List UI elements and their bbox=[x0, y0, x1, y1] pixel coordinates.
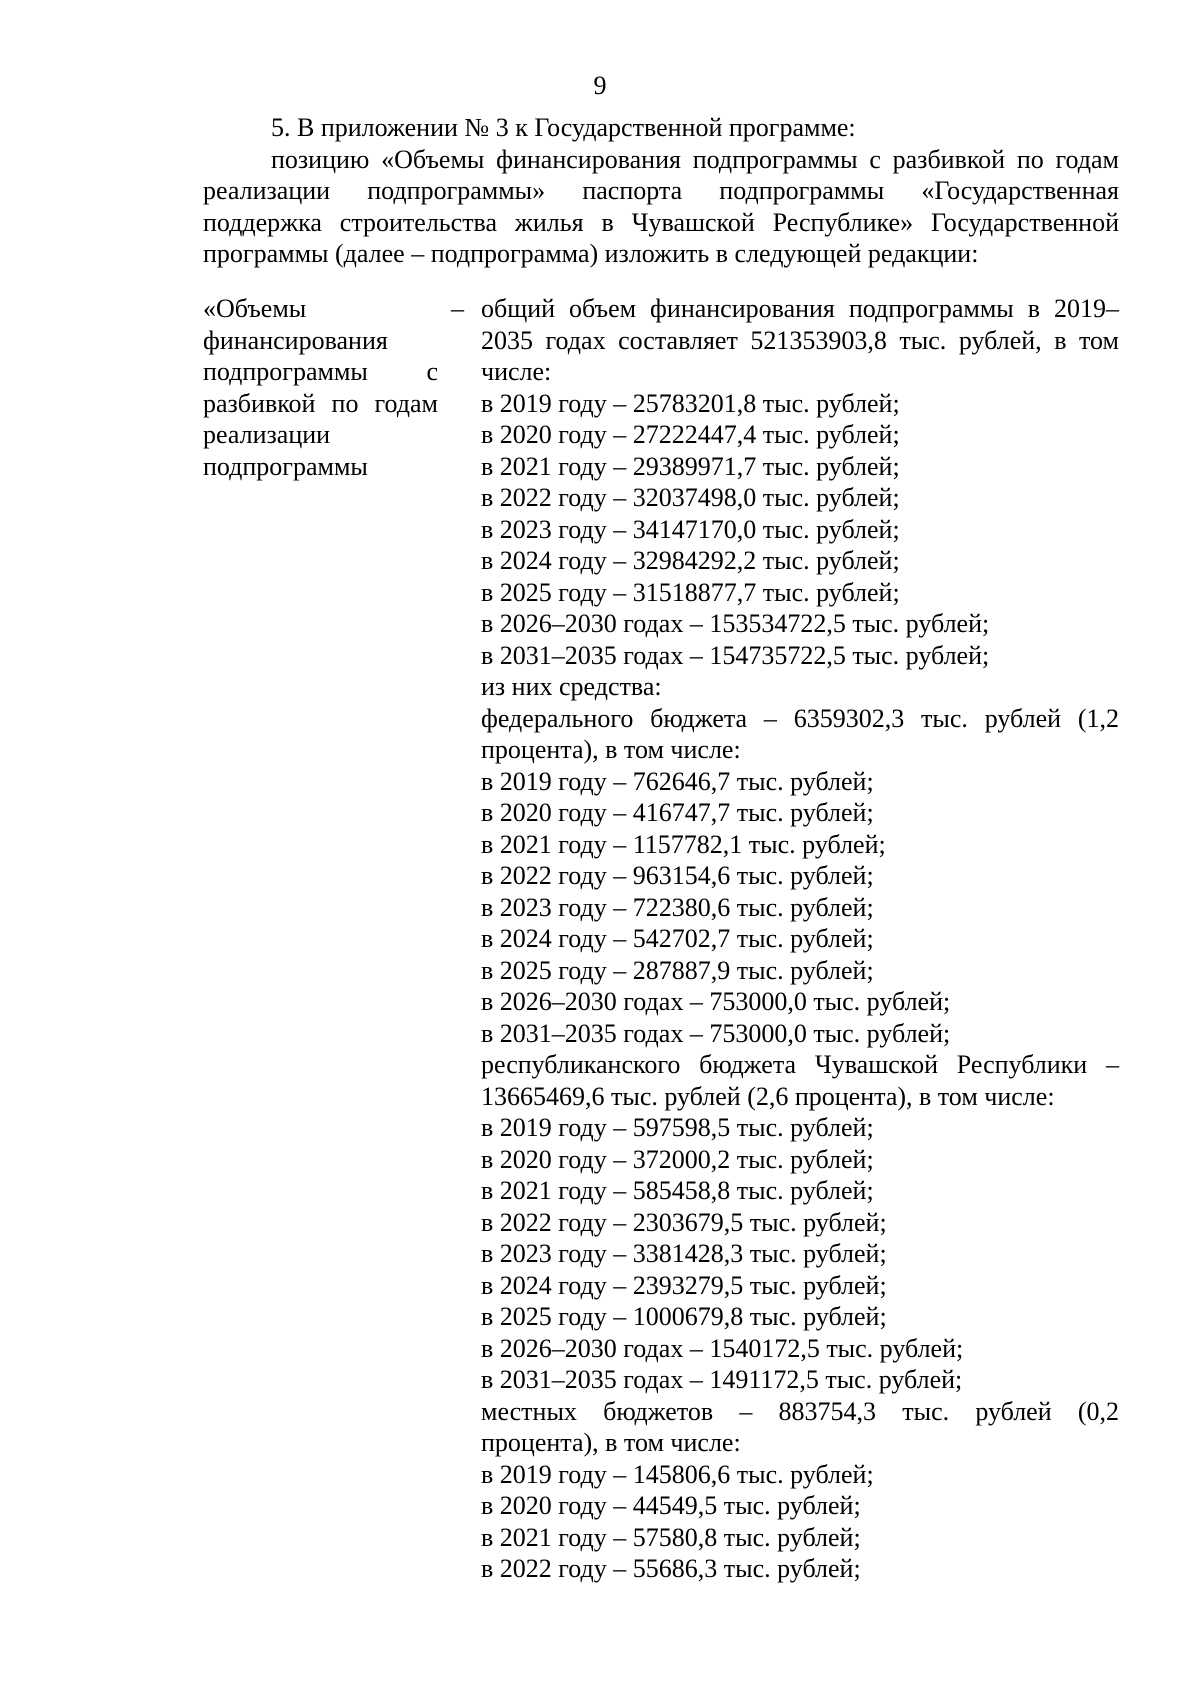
list-item: в 2019 году – 762646,7 тыс. рублей; bbox=[481, 766, 874, 796]
list-item: в 2020 году – 44549,5 тыс. рублей; bbox=[481, 1491, 861, 1520]
list-item: в 2021 году – 57580,8 тыс. рублей; bbox=[481, 1522, 861, 1552]
list-item: в 2031–2035 годах – 1491172,5 тыс. рублей; bbox=[481, 1365, 963, 1394]
list-item: в 2019 году – 145806,6 тыс. рублей; bbox=[481, 1459, 874, 1489]
sources-intro: из них средства: bbox=[481, 672, 662, 701]
intro-paragraph: позицию «Объемы финансирования подпрограммы с разбивкой по годам реализации подпрограммы» паспорта подпрограммы «Государственная поддержка строительства жилья в Чувашской Республике» Государственной программы (далее – подпрограмма) изложить в следующей редакции: bbox=[203, 144, 1119, 268]
list-item: в 2023 году – 3381428,3 тыс. рублей; bbox=[481, 1239, 887, 1268]
list-item: в 2023 году – 34147170,0 тыс. рублей; bbox=[481, 514, 900, 544]
page-number: 9 bbox=[593, 71, 607, 100]
list-item: в 2025 году – 1000679,8 тыс. рублей; bbox=[481, 1302, 887, 1331]
list-item: в 2020 году – 416747,7 тыс. рублей; bbox=[481, 798, 874, 827]
list-item: в 2023 году – 722380,6 тыс. рублей; bbox=[481, 892, 874, 922]
passport-label: «Объемы финансирования подпрограммы с разбивкой по годам реализации подпрограммы bbox=[203, 294, 438, 481]
list-item: в 2021 году – 1157782,1 тыс. рублей; bbox=[481, 829, 886, 859]
list-item: в 2031–2035 годах – 753000,0 тыс. рублей; bbox=[481, 1018, 951, 1048]
list-item: в 2026–2030 годах – 753000,0 тыс. рублей; bbox=[481, 987, 951, 1016]
republic-budget: республиканского бюджета Чувашской Республики – 13665469,6 тыс. рублей (2,6 процента), в том числе: bbox=[481, 1050, 1119, 1111]
list-item: в 2026–2030 годах – 153534722,5 тыс. рублей; bbox=[481, 609, 990, 638]
list-item: в 2022 году – 55686,3 тыс. рублей; bbox=[481, 1554, 861, 1583]
federal-budget: федерального бюджета – 6359302,3 тыс. рублей (1,2 процента), в том числе: bbox=[481, 703, 1119, 764]
local-budgets: местных бюджетов – 883754,3 тыс. рублей (0,2 процента), в том числе: bbox=[481, 1396, 1119, 1457]
list-item: в 2020 году – 27222447,4 тыс. рублей; bbox=[481, 420, 900, 449]
list-item: в 2024 году – 32984292,2 тыс. рублей; bbox=[481, 546, 900, 575]
list-item: в 2024 году – 2393279,5 тыс. рублей; bbox=[481, 1270, 887, 1300]
list-item: в 2025 году – 31518877,7 тыс. рублей; bbox=[481, 577, 900, 607]
list-item: в 2022 году – 963154,6 тыс. рублей; bbox=[481, 861, 874, 890]
list-item: в 2020 году – 372000,2 тыс. рублей; bbox=[481, 1144, 874, 1174]
intro-heading: 5. В приложении № 3 к Государственной программе: bbox=[271, 113, 856, 142]
list-item: в 2022 году – 32037498,0 тыс. рублей; bbox=[481, 483, 900, 512]
list-item: в 2021 году – 29389971,7 тыс. рублей; bbox=[481, 451, 900, 481]
list-item: в 2026–2030 годах – 1540172,5 тыс. рублей; bbox=[481, 1333, 964, 1363]
list-item: в 2021 году – 585458,8 тыс. рублей; bbox=[481, 1176, 874, 1205]
list-item: в 2031–2035 годах – 154735722,5 тыс. рублей; bbox=[481, 640, 990, 670]
passport-dash: – bbox=[451, 294, 464, 323]
list-item: в 2019 году – 597598,5 тыс. рублей; bbox=[481, 1113, 874, 1142]
intro-section bbox=[203, 112, 1119, 270]
passport-content bbox=[481, 293, 1119, 1585]
list-item: в 2019 году – 25783201,8 тыс. рублей; bbox=[481, 388, 900, 418]
list-item: в 2022 году – 2303679,5 тыс. рублей; bbox=[481, 1207, 887, 1237]
list-item: в 2025 году – 287887,9 тыс. рублей; bbox=[481, 955, 874, 985]
list-item: в 2024 году – 542702,7 тыс. рублей; bbox=[481, 924, 874, 953]
total-financing: общий объем финансирования подпрограммы в 2019–2035 годах составляет 521353903,8 тыс. рублей, в том числе: bbox=[481, 294, 1119, 386]
